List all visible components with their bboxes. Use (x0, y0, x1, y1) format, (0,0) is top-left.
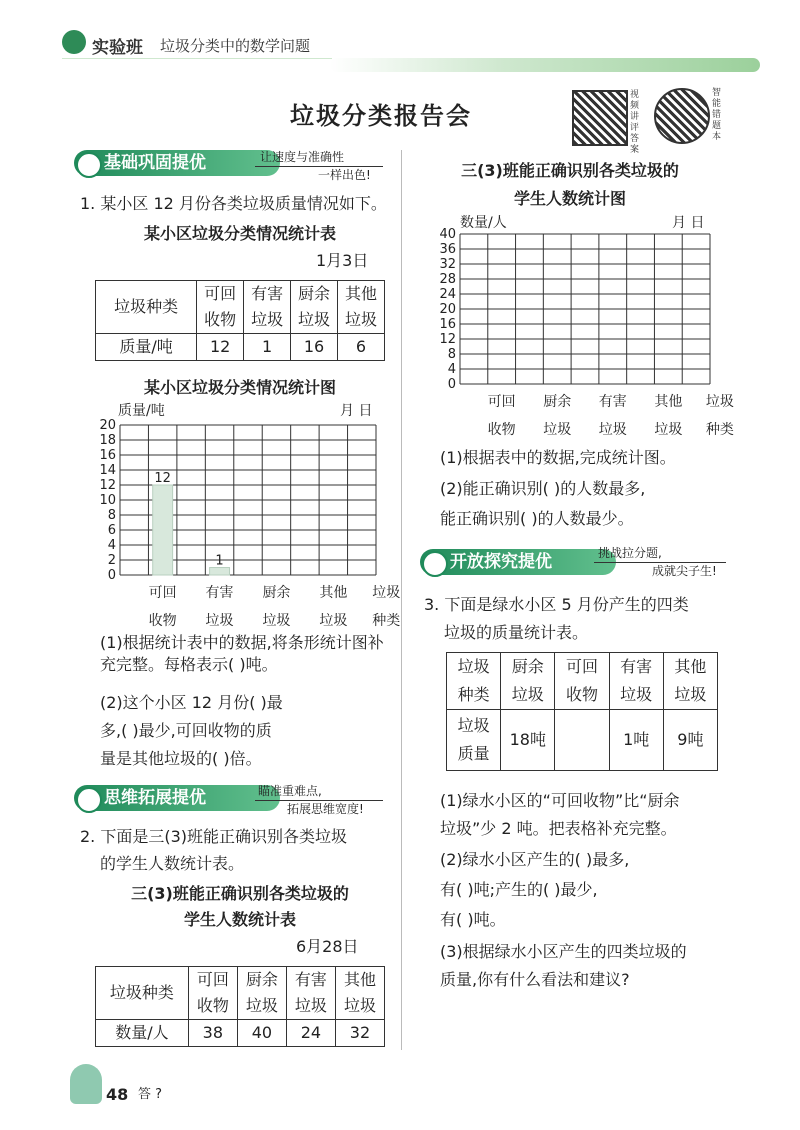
section-slogan: 让速度与准确性 (260, 150, 345, 164)
table-cell: 垃圾种类 (96, 967, 189, 1020)
question-2-stem: 2. 下面是三(3)班能正确识别各类垃圾 (80, 827, 348, 846)
y-tick-label: 12 (439, 332, 456, 347)
table-cell: 厨余垃圾 (291, 281, 338, 334)
slogan-line (255, 166, 383, 167)
page-title: 垃圾分类报告会 (290, 102, 472, 130)
y-tick-label: 0 (107, 568, 116, 583)
q3-sub2-line2: 有( )吨;产生的( )最少, (440, 880, 598, 899)
q1-sub1-text: (1)根据统计表中的数据,将条形统计图补充完整。每格表示( )吨。 (100, 633, 384, 674)
x-tick-label: 垃圾 (262, 613, 291, 629)
q3-sub2-line1: (2)绿水小区产生的( )最多, (440, 850, 630, 869)
table-cell: 12 (197, 334, 244, 361)
table-title: 三(3)班能正确识别各类垃圾的 (131, 884, 349, 903)
section-slogan: 拓展思维宽度! (287, 802, 364, 816)
question-3-stem: 3. 下面是绿水小区 5 月份产生的四类 (424, 595, 689, 614)
table-cell: 垃圾质量 (447, 710, 501, 771)
x-tick-label: 有害 (598, 394, 627, 410)
q3-sub1-line2: 垃圾”少 2 吨。把表格补充完整。 (440, 819, 677, 838)
table-cell: 有害垃圾 (244, 281, 291, 334)
y-tick-label: 6 (107, 523, 116, 538)
dolphin-icon (70, 1064, 102, 1104)
y-tick-label: 2 (107, 553, 116, 568)
y-tick-label: 10 (99, 493, 116, 508)
q2-sub2-line2: 能正确识别( )的人数最少。 (440, 509, 634, 528)
y-tick-label: 8 (107, 508, 116, 523)
header-topic: 垃圾分类中的数学问题 (160, 37, 311, 55)
x-tick-label: 收物 (148, 613, 177, 629)
x-tick-label: 垃圾 (205, 613, 234, 629)
table-cell: 其他垃圾 (663, 653, 717, 710)
y-tick-label: 36 (439, 242, 456, 257)
q3-sub1-line1: (1)绿水小区的“可回收物”比“厨余 (440, 791, 680, 810)
q1-sub2-line1: (2)这个小区 12 月份( )最 (100, 693, 283, 712)
x-tick-label: 垃圾 (654, 422, 683, 438)
chart-title: 某小区垃圾分类情况统计图 (143, 378, 336, 397)
header-tag: 实验班 (92, 38, 143, 58)
question-3-stem-2: 垃圾的质量统计表。 (444, 623, 589, 642)
q2-sub1: (1)根据表中的数据,完成统计图。 (440, 448, 676, 467)
section-slogan: 一样出色! (318, 168, 371, 182)
table-cell: 其他垃圾 (338, 281, 385, 334)
bar (210, 568, 230, 576)
y-tick-label: 0 (447, 377, 456, 392)
y-tick-label: 18 (99, 433, 116, 448)
y-tick-label: 8 (447, 347, 456, 362)
table-title: 学生人数统计表 (183, 910, 296, 929)
q1-sub2-line2: 多,( )最少,可回收物的质 (100, 721, 272, 740)
x-tick-label: 垃圾 (598, 422, 627, 438)
y-tick-label: 12 (99, 478, 116, 493)
table-title: 某小区垃圾分类情况统计表 (143, 224, 336, 243)
table-cell: 32 (335, 1020, 384, 1047)
x-tick-label: 其他 (654, 394, 683, 410)
table-cell: 16 (291, 334, 338, 361)
table-cell: 24 (286, 1020, 335, 1047)
q3-sub2-line3: 有( )吨。 (440, 910, 506, 929)
y-tick-label: 40 (439, 227, 456, 242)
table-cell: 1 (244, 334, 291, 361)
data-label: 12 (154, 471, 171, 486)
x-tick-label: 厨余 (262, 585, 291, 601)
table-cell: 9吨 (663, 710, 717, 771)
table-cell: 厨余垃圾 (501, 653, 555, 710)
table-cell: 有害垃圾 (286, 967, 335, 1020)
chart-date: 月 日 (340, 403, 373, 419)
y-tick-label: 24 (439, 287, 456, 302)
section-title: 基础巩固提优 (104, 153, 206, 173)
y-tick-label: 16 (99, 448, 116, 463)
chart-title: 学生人数统计图 (513, 189, 626, 208)
q3-sub3-line2: 质量,你有什么看法和建议? (440, 970, 630, 989)
question-2-stem-2: 的学生人数统计表。 (100, 854, 245, 873)
table-cell: 其他垃圾 (335, 967, 384, 1020)
section-slogan: 挑战拉分题, (598, 546, 662, 560)
x-tick-label: 收物 (487, 422, 516, 438)
chart-2 (422, 226, 732, 441)
x-tick-label: 种类 (372, 613, 401, 629)
y-tick-label: 14 (99, 463, 116, 478)
q1-sub1 (100, 632, 392, 676)
section-slogan: 成就尖子生! (652, 564, 717, 578)
logo-icon (62, 30, 86, 54)
data-label: 1 (215, 553, 224, 569)
chart-title: 三(3)班能正确识别各类垃圾的 (461, 161, 679, 180)
footer-mark: 答 ? (138, 1087, 163, 1102)
header-line (62, 58, 332, 59)
table-cell: 40 (237, 1020, 286, 1047)
table-cell: 可回收物 (555, 653, 609, 710)
x-tick-label: 厨余 (543, 394, 572, 410)
x-tick-label: 其他 (319, 585, 348, 601)
table-cell: 数量/人 (96, 1020, 189, 1047)
table-date: 6月28日 (296, 937, 359, 956)
table-cell: 38 (188, 1020, 237, 1047)
x-tick-label: 可回 (487, 394, 516, 410)
section-slogan: 瞄准重难点, (258, 784, 322, 798)
section-banner-basic (74, 150, 280, 176)
table-cell: 1吨 (609, 710, 663, 771)
slogan-line (255, 800, 383, 801)
section-banner-extend (74, 785, 280, 811)
y-tick-label: 16 (439, 317, 456, 332)
x-tick-label: 垃圾 (705, 394, 734, 410)
header-bar (330, 58, 760, 72)
section-title: 开放探究提优 (450, 552, 552, 572)
slogan-line (594, 562, 726, 563)
q3-sub3-line1: (3)根据绿水小区产生的四类垃圾的 (440, 942, 687, 961)
q2-table (95, 966, 385, 1047)
y-tick-label: 32 (439, 257, 456, 272)
atom-icon (76, 152, 102, 178)
y-tick-label: 20 (439, 302, 456, 317)
q1-table (95, 280, 385, 361)
x-tick-label: 有害 (205, 585, 234, 601)
x-tick-label: 垃圾 (543, 422, 572, 438)
x-tick-label: 种类 (705, 422, 734, 438)
table-cell: 6 (338, 334, 385, 361)
page-number: 48 (106, 1085, 129, 1104)
section-title: 思维拓展提优 (104, 788, 206, 808)
ufo-icon (76, 787, 102, 813)
y-tick-label: 4 (447, 362, 456, 377)
table-cell: 可回收物 (188, 967, 237, 1020)
y-tick-label: 4 (107, 538, 116, 553)
satellite-icon (422, 551, 448, 577)
table-date: 1月3日 (316, 251, 369, 270)
question-1-stem: 1. 某小区 12 月份各类垃圾质量情况如下。 (80, 194, 387, 213)
qr-code-icon[interactable] (572, 90, 628, 146)
table-cell: 厨余垃圾 (237, 967, 286, 1020)
chart-date: 月 日 (672, 215, 705, 231)
table-cell: 垃圾种类 (96, 281, 197, 334)
table-cell: 有害垃圾 (609, 653, 663, 710)
table-cell: 垃圾种类 (447, 653, 501, 710)
x-tick-label: 可回 (148, 585, 177, 601)
table-cell (555, 710, 609, 771)
table-cell: 可回收物 (197, 281, 244, 334)
qr-caption: 视频讲评答案 (630, 90, 640, 155)
y-tick-label: 28 (439, 272, 456, 287)
column-divider (401, 150, 402, 1050)
x-tick-label: 垃圾 (319, 613, 348, 629)
chart-ylabel: 质量/吨 (118, 403, 165, 419)
table-cell: 质量/吨 (96, 334, 197, 361)
bar (153, 485, 173, 575)
y-tick-label: 20 (99, 418, 116, 433)
q1-sub2-line3: 量是其他垃圾的( )倍。 (100, 749, 262, 768)
section-banner-open (420, 549, 616, 575)
x-tick-label: 垃圾 (372, 585, 401, 601)
table-cell: 18吨 (501, 710, 555, 771)
q2-sub2-line1: (2)能正确识别( )的人数最多, (440, 479, 646, 498)
q3-table (446, 652, 718, 771)
chart-1 (96, 416, 401, 631)
qr-code-round-icon[interactable] (654, 88, 710, 144)
qr-caption-2: 智能错题本 (712, 88, 722, 142)
chart-ylabel: 数量/人 (460, 215, 507, 231)
